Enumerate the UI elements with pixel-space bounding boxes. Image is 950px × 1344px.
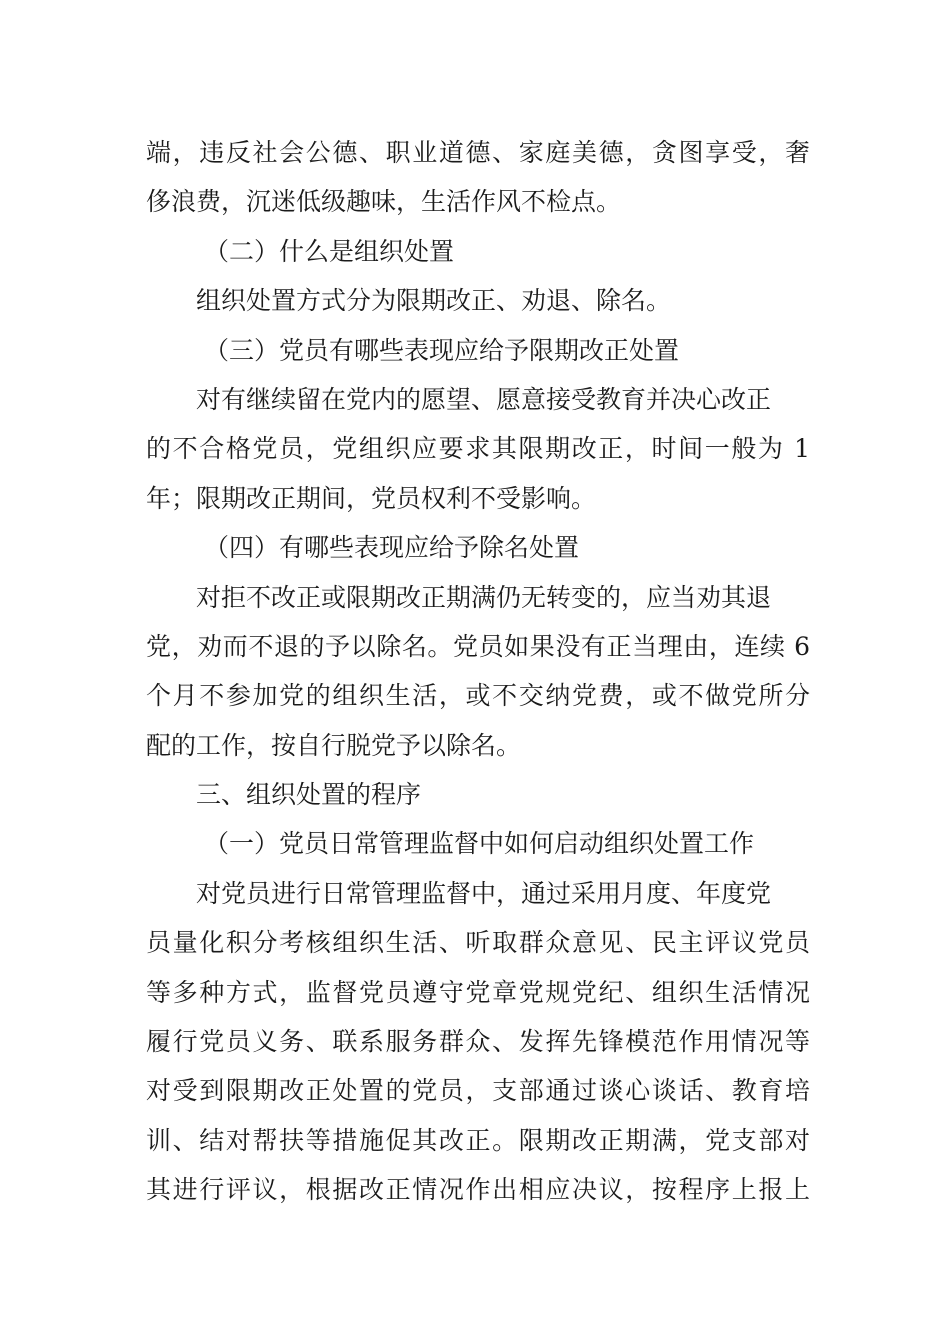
body-line: 年；限期改正期间，党员权利不受影响。 (146, 483, 597, 513)
section-heading: （四）有哪些表现应给予除名处置 (204, 533, 580, 563)
body-line: 履行党员义务、联系服务群众、发挥先锋模范作用情况等 (146, 1027, 810, 1057)
paragraph-first-line: 对有继续留在党内的愿望、愿意接受教育并决心改正 (196, 384, 772, 414)
body-line: 其进行评议，根据改正情况作出相应决议，按程序上报上 (146, 1175, 810, 1205)
body-line: 的不合格党员，党组织应要求其限期改正，时间一般为 1 (146, 434, 810, 464)
section-heading: （三）党员有哪些表现应给予限期改正处置 (204, 335, 680, 365)
body-line: 训、结对帮扶等措施促其改正。限期改正期满，党支部对 (146, 1125, 810, 1155)
body-line: 配的工作，按自行脱党予以除名。 (146, 730, 522, 760)
document-body (146, 128, 810, 1215)
body-line: 侈浪费，沉迷低级趣味，生活作风不检点。 (146, 187, 622, 217)
body-line: 个月不参加党的组织生活，或不交纳党费，或不做党所分 (146, 681, 810, 711)
section-heading: （一）党员日常管理监督中如何启动组织处置工作 (204, 829, 755, 859)
body-line: 等多种方式，监督党员遵守党章党规党纪、组织生活情况 (146, 977, 810, 1007)
body-line: 员量化积分考核组织生活、听取群众意见、民主评议党员 (146, 928, 810, 958)
body-line: 党，劝而不退的予以除名。党员如果没有正当理由，连续 6 (146, 631, 810, 661)
paragraph-first-line: 对拒不改正或限期改正期满仍无转变的，应当劝其退 (196, 582, 772, 612)
paragraph-first-line: 对党员进行日常管理监督中，通过采用月度、年度党 (196, 878, 772, 908)
chapter-heading: 三、组织处置的程序 (196, 780, 422, 810)
paragraph-first-line: 组织处置方式分为限期改正、劝退、除名。 (196, 286, 672, 316)
section-heading: （二）什么是组织处置 (204, 236, 455, 266)
body-line: 对受到限期改正处置的党员，支部通过谈心谈话、教育培 (146, 1076, 810, 1106)
body-line: 端，违反社会公德、职业道德、家庭美德，贪图享受，奢 (146, 138, 810, 167)
